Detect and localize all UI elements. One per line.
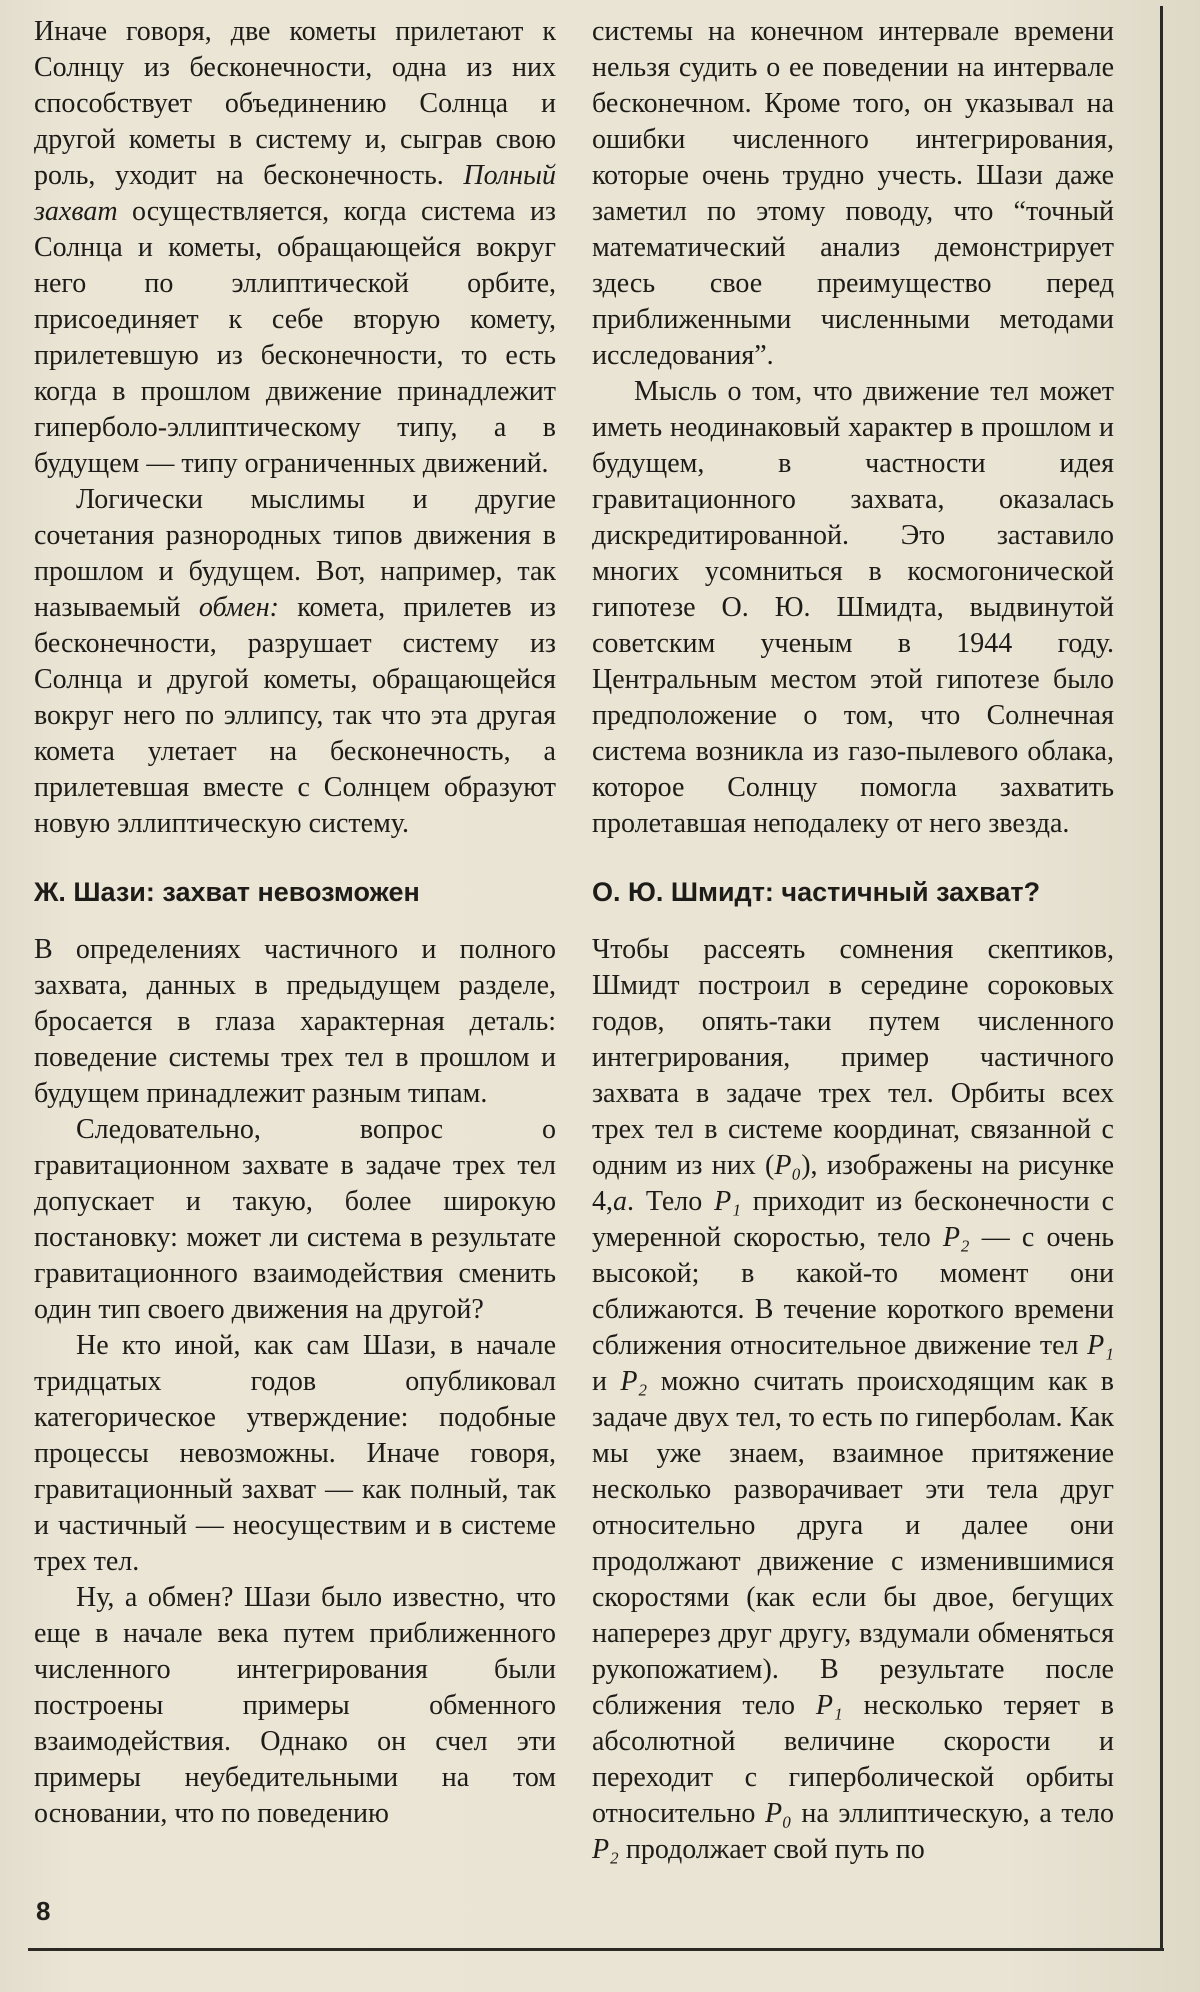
emphasized-text: P₂ [942,1222,970,1253]
column-left [34,14,556,1868]
body-text: Следовательно, вопрос о гравитационном захвате в задаче трех тел допускает и такую, более широкую постановку: может ли система в результате гравитационного взаимодействия сменить один тип своего движения на другой? [34,1114,556,1325]
body-text: Не кто иной, как сам Шази, в начале тридцатых годов опубликовал категорическое утверждение: подобные процессы невозможны. Иначе говоря, гравитационный захват — как полный, так и частичный — неосуществим и в системе трех тел. [34,1330,556,1577]
body-text: системы на конечном интервале времени нельзя судить о ее поведении на интервале бесконечном. Кроме того, он указывал на ошибки численного интегрирования, которые очень трудно учесть. Шази даже заметил по этому поводу, что “точный математический анализ демонстрирует здесь свое преимущество перед приближенными численными методами исследования”. [592,16,1114,371]
paragraph [34,932,556,1112]
body-text: на эллиптическую, а тело [791,1798,1114,1829]
emphasized-text: обмен: [198,592,279,623]
page-edge-line-horizontal [28,1948,1164,1951]
emphasized-text: P₀ [774,1150,802,1181]
paragraph [34,1580,556,1832]
body-text: комета, прилетев из бесконечности, разрушает систему из Солнца и другой кометы, обращающейся вокруг него по эллипсу, так что эта другая комета улетает на бесконечность, а прилетевшая вместе с Солнцем образуют новую эллиптическую систему. [34,592,556,839]
section-heading: О. Ю. Шмидт: частичный захват? [592,877,1041,907]
paragraph [592,14,1114,374]
body-text: приходит из бесконечности с умеренной скоростью, тело [592,1186,1115,1253]
body-text: можно считать происходящим как в задаче двух тел, то есть по гиперболам. Как мы уже знаем, взаимное притяжение несколько разворачивает эти тела друг относительно друга и далее они продолжают движение с изменившимися скоростями (как если бы двое, бегущих наперерез друг другу, вздумали обменяться рукопожатием). В результате после сближения тело [592,1366,1114,1721]
page-edge-line-vertical [1160,6,1163,1950]
body-text: несколько теряет в абсолютной величине скорости и переходит с гиперболической орбиты относительно [592,1690,1115,1829]
paragraph [592,932,1114,1868]
page-number: 8 [36,1896,51,1926]
column-right [592,14,1114,1868]
paragraph [34,14,556,482]
emphasized-text: а [613,1186,627,1217]
emphasized-text: P₁ [1087,1330,1114,1361]
emphasized-text: Полный захват [34,160,556,227]
body-text: В определениях частичного и полного захвата, данных в предыдущем разделе, бросается в глаза характерная деталь: поведение системы трех тел в прошлом и будущем принадлежит разным типам. [34,934,556,1109]
body-text: Логически мыслимы и другие сочетания разнородных типов движения в прошлом и будущем. Вот, например, так называемый [34,484,556,623]
section-heading: Ж. Шази: захват невозможен [34,877,420,907]
emphasized-text: P₀ [764,1798,792,1829]
body-text: Ну, а обмен? Шази было известно, что еще в начале века путем приближенного численного интегрирования были построены примеры обменного взаимодействия. Однако он счел эти примеры неубедительными на том основании, что по поведению [34,1582,556,1829]
text-columns [34,14,1114,1868]
paragraph [34,1328,556,1580]
body-text: и [592,1366,621,1397]
emphasized-text: P₂ [592,1834,619,1865]
paragraph [592,374,1114,842]
body-text: ), изображены на рисунке 4, [592,1150,1115,1217]
body-text: Иначе говоря, две кометы прилетают к Солнцу из бесконечности, одна из них способствует объединению Солнца и другой кометы в систему и, сыграв свою роль, уходит на бесконечность. [34,16,556,191]
paragraph [34,482,556,842]
body-text: продолжает свой путь по [618,1834,925,1865]
body-text: Чтобы рассеять сомнения скептиков, Шмидт построил в середине сороковых годов, опять-таки путем численного интегрирования, пример частичного захвата в задаче трех тел. Орбиты всех трех тел в системе координат, связанной с одним из них ( [592,934,1114,1181]
emphasized-text: P₁ [714,1186,741,1217]
body-text: . Тело [627,1186,715,1217]
body-text: осуществляется, когда система из Солнца и кометы, обращающейся вокруг него по эллиптической орбите, присоединяет к себе вторую комету, прилетевшую из бесконечности, то есть когда в прошлом движение принадлежит гиперболо-эллиптическому типу, а в будущем — типу ограниченных движений. [34,196,556,479]
emphasized-text: P₂ [620,1366,648,1397]
body-text: — с очень высокой; в какой-то момент они сближаются. В течение короткого времени сближения относительное движение тел [592,1222,1115,1361]
paragraph [34,1112,556,1328]
body-text: Мысль о том, что движение тел может иметь неодинаковый характер в прошлом и будущем, в частности идея гравитационного захвата, оказалась дискредитированной. Это заставило многих усомниться в космогонической гипотезе О. Ю. Шмидта, выдвинутой советским ученым в 1944 году. Центральным местом этой гипотезе было предположение о том, что Солнечная система возникла из газо-пылевого облака, которое Солнцу помогла захватить пролетавшая неподалеку от него звезда. [592,376,1114,839]
emphasized-text: P₁ [815,1690,843,1721]
